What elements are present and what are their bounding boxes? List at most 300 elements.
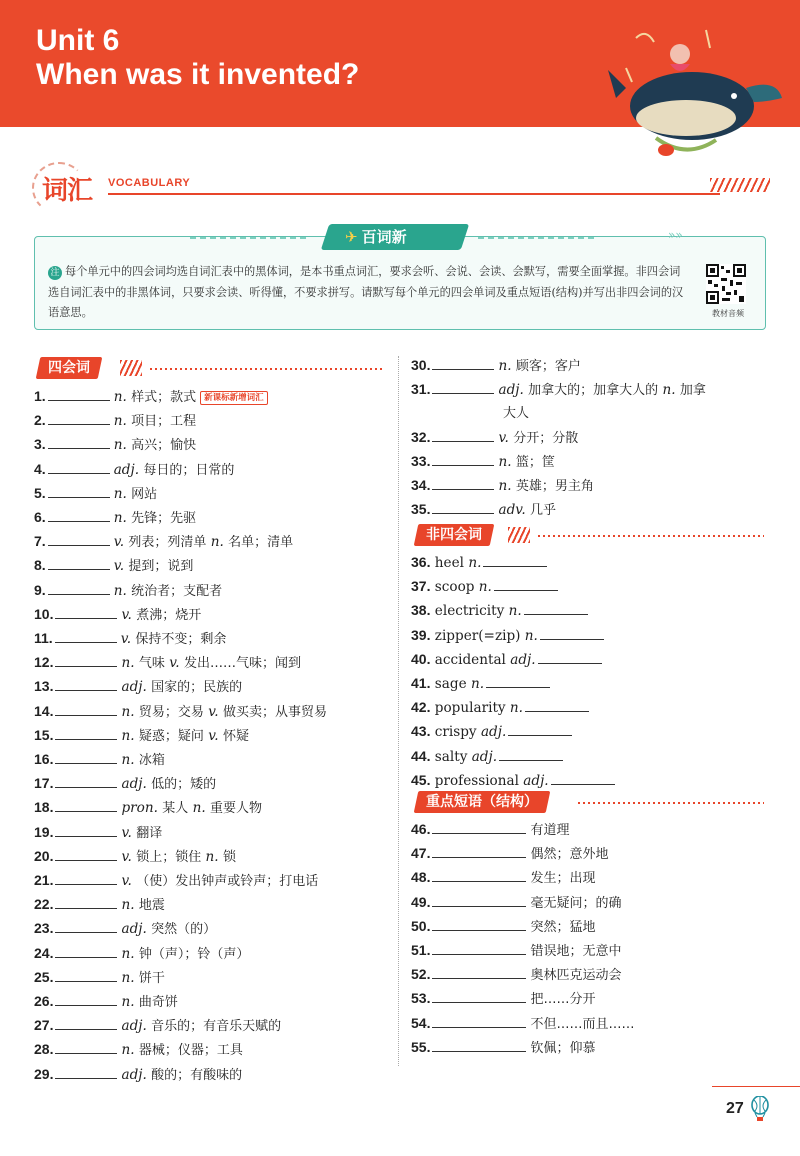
answer-blank[interactable]	[55, 676, 117, 691]
part-of-speech: n.	[121, 897, 135, 914]
definition-2: 发出……气味；闻到	[183, 656, 301, 672]
list-item	[411, 426, 706, 450]
definition: 钟（声）；铃（声）	[138, 946, 250, 962]
answer-blank[interactable]	[494, 576, 558, 591]
answer-blank[interactable]	[499, 746, 563, 761]
word: zipper(=zip)	[434, 627, 521, 644]
list-item	[411, 648, 619, 672]
answer-blank[interactable]	[55, 652, 117, 667]
definition: 发生；出现	[530, 871, 596, 887]
item-number: 35.	[411, 501, 431, 518]
definition-2: 做买卖；从事贸易	[222, 704, 327, 720]
item-number: 30.	[411, 357, 431, 373]
definition: 样式；款式	[131, 390, 197, 405]
part-of-speech-2: n.	[662, 382, 676, 399]
item-number: 19.	[34, 823, 54, 840]
part-of-speech: n.	[121, 1042, 135, 1059]
list-item	[34, 966, 327, 990]
answer-blank[interactable]	[432, 499, 494, 514]
item-number: 36.	[411, 554, 431, 570]
word: scoop	[434, 579, 475, 596]
definition: 翻译	[136, 825, 163, 841]
answer-blank[interactable]	[55, 773, 117, 788]
item-number: 39.	[411, 626, 431, 643]
item-number: 34.	[411, 477, 431, 494]
item-number: 14.	[34, 702, 54, 719]
answer-blank[interactable]	[432, 916, 526, 931]
page-number: 27	[726, 1100, 744, 1117]
part-of-speech: v.	[121, 606, 132, 623]
qr-code[interactable]	[706, 264, 746, 304]
list-item	[411, 891, 634, 915]
list-item	[34, 772, 327, 796]
answer-blank[interactable]	[55, 967, 117, 982]
answer-blank[interactable]	[48, 386, 110, 401]
answer-blank[interactable]	[55, 628, 117, 643]
item-number: 12.	[34, 654, 54, 671]
list-item	[34, 1014, 327, 1038]
column-divider	[398, 356, 399, 1066]
item-number: 29.	[34, 1065, 54, 1082]
part-of-speech-2: v.	[208, 727, 219, 744]
definition: 突然；猛地	[530, 919, 596, 935]
item-number: 7.	[34, 533, 46, 550]
four-skill-list-right	[411, 354, 706, 522]
list-item	[411, 1012, 634, 1036]
item-number: 41.	[411, 675, 431, 692]
note-icon: 注	[48, 266, 62, 280]
list-item	[34, 530, 327, 554]
item-number: 3.	[34, 436, 46, 453]
definition-2: 锁	[222, 849, 236, 865]
definition: 高兴；愉快	[131, 438, 197, 454]
notice-text	[48, 262, 688, 324]
answer-blank[interactable]	[432, 1037, 526, 1052]
part-of-speech: adj.	[471, 748, 498, 765]
item-number: 25.	[34, 968, 54, 985]
list-item	[34, 458, 327, 482]
lesson-title: When was it invented?	[36, 58, 360, 91]
definition-2: 重要人物	[210, 801, 263, 817]
definition: 保持不变；剩余	[135, 632, 227, 648]
definition: 贸易；交易	[138, 704, 204, 720]
definition: 提到；说到	[128, 559, 194, 575]
list-item	[34, 603, 327, 627]
answer-blank[interactable]	[508, 721, 572, 736]
heading-rule	[108, 193, 720, 195]
item-number: 37.	[411, 578, 431, 595]
answer-blank[interactable]	[48, 410, 110, 425]
item-number: 43.	[411, 723, 431, 740]
definition-2: 加拿	[679, 383, 706, 399]
part-of-speech: v.	[113, 558, 125, 575]
qr-label: 教材音频	[712, 309, 744, 318]
list-item	[411, 551, 619, 575]
word: electricity	[434, 603, 505, 620]
word: heel	[434, 555, 464, 571]
item-number: 50.	[411, 917, 431, 934]
answer-blank[interactable]	[432, 988, 526, 1003]
definition-continuation: 大人	[503, 406, 530, 422]
list-item	[34, 796, 327, 820]
list-item	[411, 672, 619, 696]
list-item	[34, 675, 327, 699]
tag-stripes	[508, 527, 530, 543]
answer-blank[interactable]	[55, 797, 117, 812]
list-item	[411, 769, 619, 793]
word: professional	[434, 772, 519, 789]
item-number: 18.	[34, 799, 54, 816]
definition: 饼干	[138, 970, 165, 986]
answer-blank[interactable]	[55, 1015, 117, 1030]
item-number: 1.	[34, 388, 46, 404]
list-item	[411, 842, 634, 866]
item-number: 49.	[411, 893, 431, 910]
part-of-speech-2: n.	[192, 800, 206, 817]
unit-title	[36, 24, 359, 92]
answer-blank[interactable]	[486, 673, 550, 688]
definition: 先锋；先驱	[131, 511, 197, 527]
word: sage	[434, 676, 467, 693]
list-item	[34, 1038, 327, 1062]
notice-body: 每个单元中的四会词均选自词汇表中的黑体词，是本书重点词汇，要求会听、会说、会读、会默写，需要全面掌握。非四会词选自词汇表中的非黑体词，只要求会读、听得懂，不要求拼写。请默写每个单元的四会单词及重点短语(结构)并写出非四会词的汉语意思。	[48, 265, 684, 319]
part-of-speech: adj.	[121, 1018, 147, 1035]
answer-blank[interactable]	[551, 770, 615, 785]
answer-blank[interactable]	[432, 1013, 526, 1028]
part-of-speech: n.	[508, 603, 522, 620]
list-item	[411, 1036, 634, 1060]
answer-blank[interactable]	[55, 749, 117, 764]
list-item	[411, 939, 634, 963]
item-number: 54.	[411, 1014, 431, 1031]
answer-blank[interactable]	[432, 964, 526, 979]
answer-blank[interactable]	[55, 725, 117, 740]
item-number: 4.	[34, 460, 46, 477]
item-number: 5.	[34, 484, 46, 501]
answer-blank[interactable]	[55, 1039, 117, 1054]
word: popularity	[434, 700, 506, 717]
answer-blank[interactable]	[432, 940, 526, 955]
tag-key-phrases: 重点短语（结构）	[414, 791, 551, 813]
definition: 英雄；男主角	[515, 479, 594, 495]
item-number: 45.	[411, 771, 431, 788]
part-of-speech: n.	[498, 358, 512, 374]
answer-blank[interactable]	[55, 870, 117, 885]
part-of-speech: n.	[113, 437, 127, 454]
item-number: 42.	[411, 699, 431, 716]
definition: 几乎	[530, 503, 557, 519]
list-item	[34, 845, 327, 869]
part-of-speech: n.	[121, 752, 135, 769]
badge-dashes-right	[478, 237, 598, 239]
item-number: 17.	[34, 775, 54, 792]
footer-rule	[712, 1086, 800, 1087]
answer-blank[interactable]	[432, 451, 494, 466]
new-word-badge: 新课标新增词汇	[200, 391, 268, 405]
tag-dotted-rule	[578, 802, 764, 804]
word: accidental	[434, 651, 506, 668]
definition: 低的；矮的	[151, 777, 217, 793]
answer-blank[interactable]	[55, 943, 117, 958]
item-number: 16.	[34, 751, 54, 768]
part-of-speech: n.	[113, 582, 127, 599]
item-number: 27.	[34, 1017, 54, 1034]
answer-blank[interactable]	[432, 475, 494, 490]
part-of-speech: n.	[113, 389, 127, 405]
part-of-speech: n.	[121, 703, 135, 720]
definition: 曲奇饼	[138, 995, 178, 1011]
definition: 项目；工程	[131, 414, 197, 430]
word: salty	[434, 748, 468, 765]
list-item	[34, 627, 327, 651]
balloon-icon	[750, 1096, 770, 1122]
item-number: 47.	[411, 845, 431, 862]
part-of-speech: v.	[120, 631, 132, 648]
part-of-speech: adj.	[121, 679, 147, 696]
list-item	[34, 724, 327, 748]
definition: 酸的；有酸味的	[151, 1067, 243, 1083]
key-phrase-list	[411, 818, 634, 1060]
part-of-speech: adj.	[480, 724, 507, 741]
part-of-speech: n.	[113, 485, 127, 502]
definition: 顾客；客户	[515, 359, 581, 374]
item-number: 21.	[34, 872, 54, 889]
answer-blank[interactable]	[432, 819, 526, 834]
definition: （使）发出钟声或铃声；打电话	[136, 874, 319, 890]
answer-blank[interactable]	[483, 552, 547, 567]
item-number: 6.	[34, 509, 46, 526]
list-item	[411, 474, 706, 498]
item-number: 26.	[34, 993, 54, 1010]
answer-blank[interactable]	[55, 991, 117, 1006]
part-of-speech-2: v.	[169, 655, 180, 672]
list-item	[411, 450, 706, 474]
item-number: 28.	[34, 1041, 54, 1058]
part-of-speech: n.	[498, 478, 512, 495]
part-of-speech: adj.	[510, 651, 536, 668]
part-of-speech: n.	[509, 700, 523, 717]
answer-blank[interactable]	[524, 600, 588, 615]
answer-blank[interactable]	[48, 507, 110, 522]
definition: 地震	[138, 898, 165, 914]
list-item	[411, 963, 634, 987]
answer-blank[interactable]	[432, 355, 494, 370]
part-of-speech: adj.	[523, 772, 549, 789]
list-item	[411, 575, 619, 599]
item-number: 51.	[411, 942, 431, 959]
item-number: 52.	[411, 966, 431, 983]
list-item	[34, 869, 327, 893]
definition: 锁上；锁住	[136, 849, 202, 865]
answer-blank[interactable]	[432, 867, 526, 882]
list-item	[34, 893, 327, 917]
heading-hatch	[710, 178, 770, 192]
answer-blank[interactable]	[55, 701, 117, 716]
part-of-speech: n.	[524, 627, 538, 644]
answer-blank[interactable]	[538, 649, 602, 664]
item-number: 15.	[34, 726, 54, 743]
answer-blank[interactable]	[55, 918, 117, 933]
list-item	[34, 651, 327, 675]
list-item	[411, 818, 634, 842]
list-item	[34, 748, 327, 772]
part-of-speech: v.	[498, 429, 509, 446]
badge-title	[345, 226, 465, 248]
non-four-skill-list	[411, 551, 619, 793]
item-number: 11.	[34, 630, 53, 647]
part-of-speech: pron.	[121, 800, 158, 817]
part-of-speech: adj.	[121, 921, 147, 938]
list-item	[411, 866, 634, 890]
vocabulary-heading	[32, 162, 770, 214]
definition: 加拿大的；加拿大人的	[528, 383, 659, 399]
item-number: 31.	[411, 381, 431, 398]
answer-blank[interactable]	[432, 843, 526, 858]
answer-blank[interactable]	[55, 894, 117, 909]
tag-dotted-rule	[538, 535, 764, 537]
part-of-speech-2: n.	[210, 534, 224, 551]
answer-blank[interactable]	[432, 892, 526, 907]
list-item	[34, 433, 327, 457]
list-item	[34, 821, 327, 845]
definition: 气味	[138, 656, 165, 672]
part-of-speech: n.	[478, 579, 492, 596]
list-item	[411, 915, 634, 939]
definition: 器械；仪器；工具	[138, 1043, 243, 1059]
definition: 篮；筐	[515, 454, 555, 470]
answer-blank[interactable]	[48, 459, 110, 474]
list-item	[34, 554, 327, 578]
list-item	[34, 482, 327, 506]
definition: 某人	[162, 801, 189, 817]
runner-icon: ✈	[345, 228, 358, 246]
part-of-speech-2: n.	[205, 848, 219, 865]
definition: 钦佩；仰慕	[530, 1040, 596, 1056]
answer-blank[interactable]	[55, 822, 117, 837]
list-item	[411, 354, 706, 378]
definition: 奥林匹克运动会	[530, 968, 622, 984]
definition: 列表；列清单	[128, 535, 207, 551]
definition: 煮沸；烧开	[136, 607, 202, 623]
item-number: 23.	[34, 920, 54, 937]
answer-blank[interactable]	[48, 580, 110, 595]
list-item	[34, 506, 327, 530]
answer-blank[interactable]	[55, 846, 117, 861]
answer-blank[interactable]	[432, 379, 494, 394]
list-item	[411, 378, 706, 402]
item-number: 33.	[411, 452, 431, 469]
item-number: 44.	[411, 747, 431, 764]
part-of-speech: n.	[498, 453, 512, 470]
item-number: 46.	[411, 821, 431, 837]
tag-four-skill-words: 四会词	[36, 357, 103, 379]
definition: 毫无疑问；的确	[530, 895, 622, 911]
definition: 音乐的；有音乐天赋的	[151, 1019, 282, 1035]
item-number: 55.	[411, 1038, 431, 1055]
whale-illustration	[606, 18, 786, 160]
part-of-speech: adj.	[113, 461, 140, 478]
list-item-continuation	[411, 402, 706, 425]
item-number: 8.	[34, 557, 46, 574]
answer-blank[interactable]	[48, 483, 110, 498]
answer-blank[interactable]	[48, 434, 110, 449]
definition: 不但……而且……	[530, 1016, 635, 1032]
badge-label: 百词新	[361, 228, 407, 246]
item-number: 13.	[34, 678, 54, 695]
part-of-speech: n.	[121, 655, 135, 672]
word: crispy	[434, 724, 477, 741]
part-of-speech-2: v.	[208, 703, 219, 720]
item-number: 10.	[34, 605, 54, 622]
definition: 把……分开	[530, 992, 596, 1008]
list-item	[34, 385, 327, 409]
item-number: 22.	[34, 896, 54, 913]
definition-2: 名单；清单	[228, 535, 294, 551]
tag-dotted-rule	[150, 368, 384, 370]
list-item	[411, 745, 619, 769]
list-item	[411, 498, 706, 522]
definition: 分开；分散	[513, 430, 579, 446]
list-item	[411, 720, 619, 744]
definition: 国家的；民族的	[151, 680, 243, 696]
part-of-speech: v.	[113, 534, 125, 551]
list-item	[34, 917, 327, 941]
list-item	[411, 696, 619, 720]
answer-blank[interactable]	[540, 625, 604, 640]
item-number: 38.	[411, 602, 431, 619]
list-item	[34, 700, 327, 724]
answer-blank[interactable]	[432, 427, 494, 442]
tag-stripes	[120, 360, 142, 376]
definition-2: 怀疑	[222, 728, 249, 744]
list-item	[34, 409, 327, 433]
part-of-speech: n.	[121, 994, 135, 1011]
list-item	[34, 1063, 327, 1087]
answer-blank[interactable]	[525, 697, 589, 712]
definition: 冰箱	[138, 753, 165, 769]
part-of-speech: n.	[113, 413, 127, 430]
item-number: 20.	[34, 847, 54, 864]
list-item	[411, 987, 634, 1011]
part-of-speech: n.	[470, 676, 485, 693]
part-of-speech: adj.	[498, 382, 524, 399]
list-item	[34, 990, 327, 1014]
answer-blank[interactable]	[55, 1064, 117, 1079]
vocabulary-en: VOCABULARY	[108, 177, 191, 189]
part-of-speech: adj.	[121, 1066, 147, 1083]
answer-blank[interactable]	[48, 555, 110, 570]
item-number: 48.	[411, 869, 431, 886]
part-of-speech: n.	[121, 969, 135, 986]
list-item	[411, 599, 619, 623]
item-number: 24.	[34, 944, 54, 961]
part-of-speech: n.	[121, 727, 135, 744]
item-number: 53.	[411, 990, 431, 1007]
chevron-decoration: »»	[668, 228, 683, 242]
badge-dashes-left	[190, 237, 310, 239]
definition: 统治者；支配者	[131, 583, 223, 599]
item-number: 40.	[411, 650, 431, 667]
answer-blank[interactable]	[48, 531, 110, 546]
list-item	[411, 624, 619, 648]
vocabulary-cn: 词汇	[42, 176, 93, 206]
part-of-speech: v.	[121, 824, 132, 841]
unit-number: Unit 6	[36, 24, 120, 57]
definition: 每日的；日常的	[143, 462, 235, 478]
answer-blank[interactable]	[55, 604, 117, 619]
definition: 疑惑；疑问	[138, 728, 204, 744]
tag-non-four-skill-words: 非四会词	[414, 524, 495, 546]
